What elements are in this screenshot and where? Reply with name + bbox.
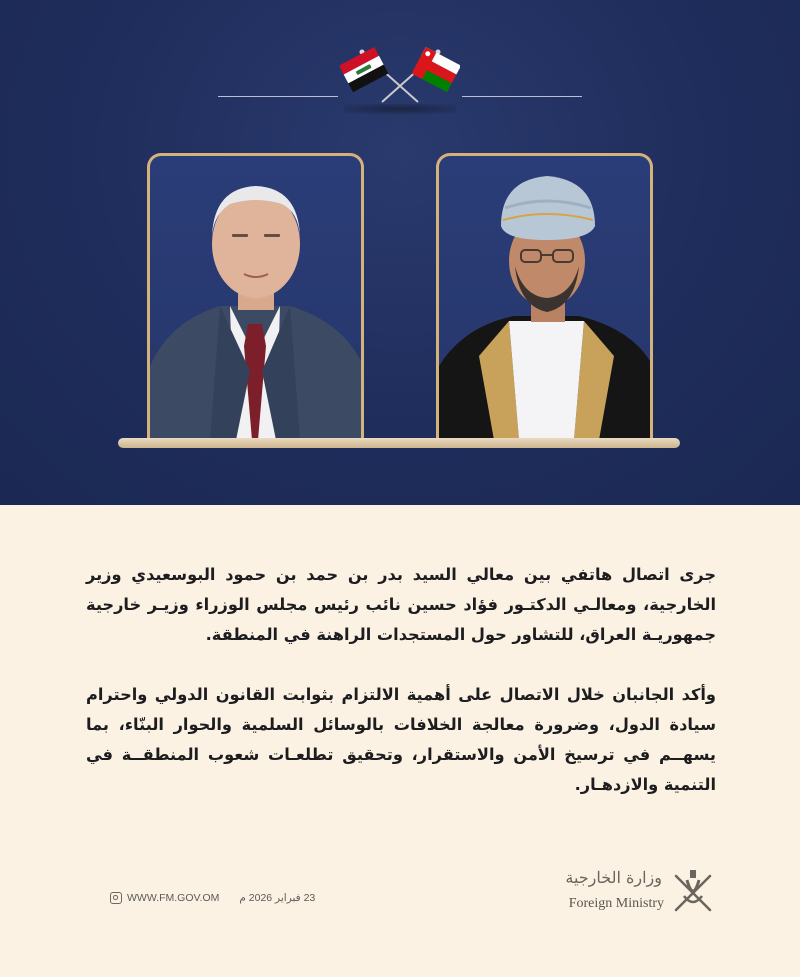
website-link[interactable]: WWW.FM.GOV.OM bbox=[127, 892, 220, 904]
portrait-oman-minister bbox=[436, 153, 653, 440]
portrait-stage bbox=[118, 438, 680, 448]
logo-english-text: Foreign Ministry bbox=[568, 896, 664, 911]
decorative-line-right bbox=[462, 96, 582, 97]
footer-info bbox=[110, 889, 315, 907]
paragraph-1: جرى اتصال هاتفي بين معالي السيد بدر بن حمد بن حمود البوسعيدي وزير الخارجية، ومعالـي الدكتـور فؤاد حسين نائب رئيس مجلس الوزراء وزيـر خارجية جمهوريـة العراق، للتشاور حول المستجدات الراهنة في المنطقة. bbox=[86, 565, 716, 644]
paragraph-2: وأكد الجانبان خلال الاتصال على أهمية الالتزام بثوابت القانون الدولي واحترام سيادة الدول، وضرورة معالجة الخلافات بالوسائل السلمية والحوار البنّاء، بما يسهــم في ترسيخ الأمن والاستقرار، وتحقيق تطلعـات شعوب المنطقــة في التنمية والازدهـار. bbox=[86, 685, 716, 794]
statement-text bbox=[86, 560, 716, 800]
oman-emblem-icon bbox=[670, 866, 716, 914]
logo-arabic-text: وزارة الخارجية bbox=[565, 868, 662, 887]
post-date: 23 فبراير 2026 م bbox=[239, 892, 316, 904]
instagram-icon bbox=[110, 892, 122, 904]
portrait-iraq-minister bbox=[147, 153, 364, 440]
ministry-logo bbox=[560, 866, 720, 916]
iraq-flag-icon bbox=[340, 47, 388, 92]
decorative-line-left bbox=[218, 96, 338, 97]
oman-flag-icon bbox=[412, 47, 460, 92]
crossed-flags-icon bbox=[340, 44, 460, 108]
